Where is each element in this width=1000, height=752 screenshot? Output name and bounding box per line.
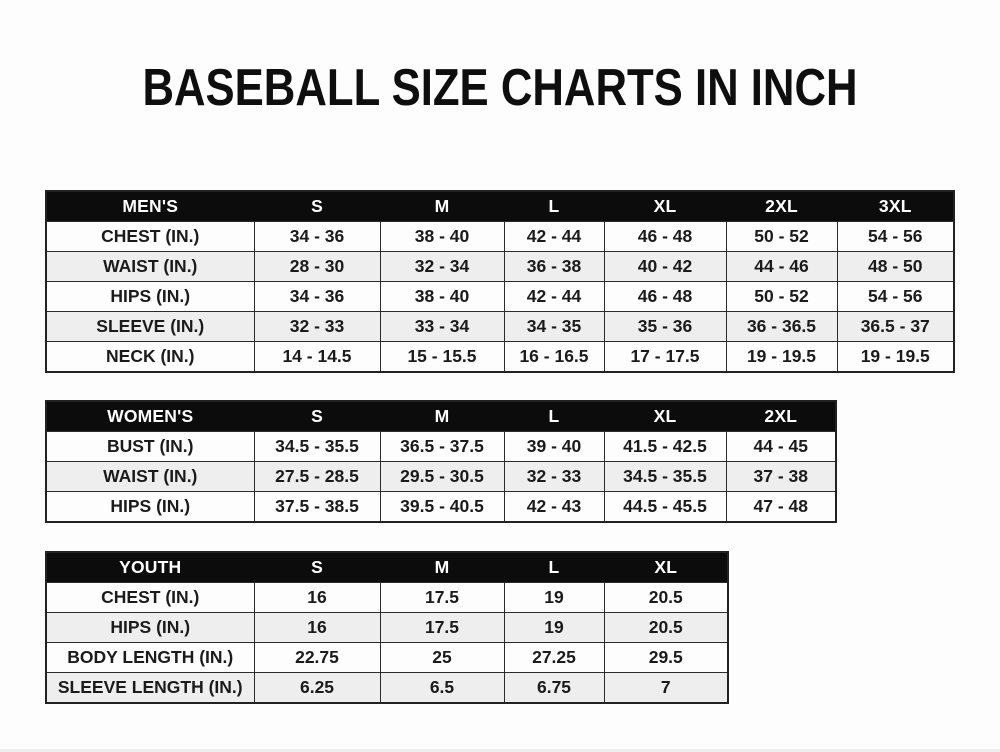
column-header: M <box>380 191 504 222</box>
column-header: L <box>504 191 604 222</box>
size-cell: 36 - 38 <box>504 252 604 282</box>
column-header: S <box>254 552 380 583</box>
size-cell: 36.5 - 37 <box>837 312 954 342</box>
row-label: BUST (IN.) <box>46 432 254 462</box>
size-cell: 16 - 16.5 <box>504 342 604 373</box>
table-row <box>46 492 836 523</box>
column-header: M <box>380 401 504 432</box>
size-cell: 44 - 45 <box>726 432 836 462</box>
row-label: SLEEVE (IN.) <box>46 312 254 342</box>
column-header: S <box>254 401 380 432</box>
size-cell: 36 - 36.5 <box>726 312 837 342</box>
size-cell: 6.5 <box>380 673 504 704</box>
size-cell: 34 - 36 <box>254 222 380 252</box>
header-row <box>46 191 954 222</box>
size-cell: 33 - 34 <box>380 312 504 342</box>
size-cell: 6.25 <box>254 673 380 704</box>
table-title-cell: WOMEN'S <box>46 401 254 432</box>
column-header: L <box>504 401 604 432</box>
size-cell: 50 - 52 <box>726 222 837 252</box>
size-cell: 25 <box>380 643 504 673</box>
table-row <box>46 282 954 312</box>
size-cell: 16 <box>254 583 380 613</box>
size-cell: 20.5 <box>604 613 728 643</box>
column-header: XL <box>604 191 726 222</box>
size-cell: 42 - 43 <box>504 492 604 523</box>
table-row <box>46 673 728 704</box>
column-header: XL <box>604 401 726 432</box>
size-cell: 38 - 40 <box>380 282 504 312</box>
size-cell: 22.75 <box>254 643 380 673</box>
page-title: BASEBALL SIZE CHARTS IN INCH <box>142 59 858 117</box>
size-cell: 14 - 14.5 <box>254 342 380 373</box>
size-cell: 19 <box>504 613 604 643</box>
size-cell: 16 <box>254 613 380 643</box>
size-cell: 34 - 35 <box>504 312 604 342</box>
size-cell: 42 - 44 <box>504 222 604 252</box>
size-cell: 27.5 - 28.5 <box>254 462 380 492</box>
size-cell: 41.5 - 42.5 <box>604 432 726 462</box>
column-header: 3XL <box>837 191 954 222</box>
size-cell: 54 - 56 <box>837 222 954 252</box>
size-cell: 40 - 42 <box>604 252 726 282</box>
row-label: WAIST (IN.) <box>46 252 254 282</box>
size-cell: 19 - 19.5 <box>837 342 954 373</box>
table-row <box>46 342 954 373</box>
row-label: HIPS (IN.) <box>46 613 254 643</box>
size-cell: 29.5 - 30.5 <box>380 462 504 492</box>
size-cell: 27.25 <box>504 643 604 673</box>
size-cell: 28 - 30 <box>254 252 380 282</box>
size-cell: 39.5 - 40.5 <box>380 492 504 523</box>
size-cell: 6.75 <box>504 673 604 704</box>
size-cell: 7 <box>604 673 728 704</box>
table-row <box>46 643 728 673</box>
table-row <box>46 252 954 282</box>
column-header: XL <box>604 552 728 583</box>
size-cell: 34.5 - 35.5 <box>254 432 380 462</box>
row-label: HIPS (IN.) <box>46 282 254 312</box>
column-header: L <box>504 552 604 583</box>
size-cell: 19 <box>504 583 604 613</box>
size-cell: 17.5 <box>380 583 504 613</box>
size-cell: 36.5 - 37.5 <box>380 432 504 462</box>
size-cell: 44 - 46 <box>726 252 837 282</box>
size-cell: 46 - 48 <box>604 222 726 252</box>
size-cell: 50 - 52 <box>726 282 837 312</box>
row-label: NECK (IN.) <box>46 342 254 373</box>
youth-table-grid <box>45 551 729 704</box>
mens-size-table <box>45 190 953 373</box>
size-cell: 32 - 33 <box>254 312 380 342</box>
table-row <box>46 222 954 252</box>
size-cell: 32 - 33 <box>504 462 604 492</box>
size-cell: 34 - 36 <box>254 282 380 312</box>
size-cell: 20.5 <box>604 583 728 613</box>
table-row <box>46 583 728 613</box>
size-cell: 34.5 - 35.5 <box>604 462 726 492</box>
mens-table-grid <box>45 190 955 373</box>
row-label: CHEST (IN.) <box>46 583 254 613</box>
size-cell: 48 - 50 <box>837 252 954 282</box>
header-row <box>46 401 836 432</box>
youth-size-table <box>45 551 727 704</box>
table-row <box>46 462 836 492</box>
womens-table-grid <box>45 400 837 523</box>
table-row <box>46 432 836 462</box>
column-header: M <box>380 552 504 583</box>
table-title-cell: MEN'S <box>46 191 254 222</box>
size-cell: 37 - 38 <box>726 462 836 492</box>
table-row <box>46 312 954 342</box>
size-cell: 17.5 <box>380 613 504 643</box>
row-label: WAIST (IN.) <box>46 462 254 492</box>
table-row <box>46 613 728 643</box>
row-label: CHEST (IN.) <box>46 222 254 252</box>
size-cell: 19 - 19.5 <box>726 342 837 373</box>
row-label: SLEEVE LENGTH (IN.) <box>46 673 254 704</box>
size-cell: 46 - 48 <box>604 282 726 312</box>
size-cell: 42 - 44 <box>504 282 604 312</box>
size-cell: 47 - 48 <box>726 492 836 523</box>
size-cell: 35 - 36 <box>604 312 726 342</box>
size-cell: 54 - 56 <box>837 282 954 312</box>
size-cell: 32 - 34 <box>380 252 504 282</box>
size-cell: 17 - 17.5 <box>604 342 726 373</box>
header-row <box>46 552 728 583</box>
table-title-cell: YOUTH <box>46 552 254 583</box>
size-cell: 39 - 40 <box>504 432 604 462</box>
size-cell: 15 - 15.5 <box>380 342 504 373</box>
womens-size-table <box>45 400 835 523</box>
row-label: HIPS (IN.) <box>46 492 254 523</box>
row-label: BODY LENGTH (IN.) <box>46 643 254 673</box>
column-header: S <box>254 191 380 222</box>
column-header: 2XL <box>726 401 836 432</box>
size-cell: 44.5 - 45.5 <box>604 492 726 523</box>
size-cell: 38 - 40 <box>380 222 504 252</box>
column-header: 2XL <box>726 191 837 222</box>
size-cell: 29.5 <box>604 643 728 673</box>
size-cell: 37.5 - 38.5 <box>254 492 380 523</box>
